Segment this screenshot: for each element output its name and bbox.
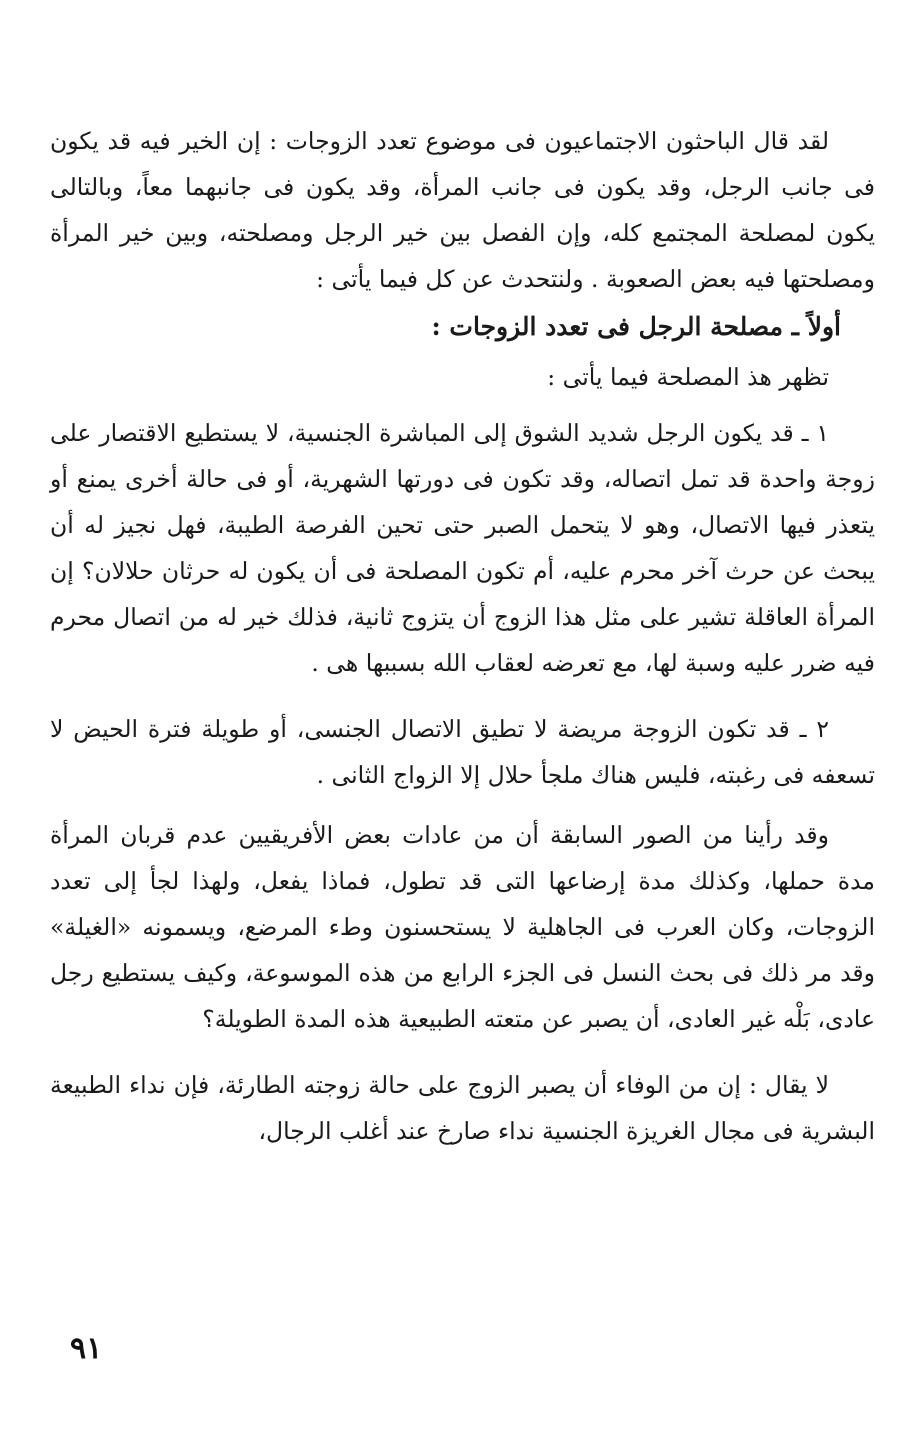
list-item-1: ١ ـ قد يكون الرجل شديد الشوق إلى المباشرة الجنسية، لا يستطيع الاقتصار على زوجة واحدة قد تمل اتصاله، وقد تكون فى دورتها الشهرية، أو فى حالة أخرى يمنع أو يتعذر فيها الاتصال، وهو لا يتحمل الصبر حتى تحين الفرصة الطيبة، فهل نجيز له أن يبحث عن حرث آخر محرم عليه، أم تكون المصلحة فى أن يكون له حرثان حلالان؟ إن المرأة العاقلة تشير على مثل هذا الزوج أن يتزوج ثانية، فذلك خير له من اتصال محرم فيه ضرر عليه وسبة لها، مع تعرضه لعقاب الله بسببها هى . (50, 419, 875, 677)
section-intro: تظهر هذ المصلحة فيما يأتى : (547, 363, 829, 391)
page-number: ٩١ (70, 1331, 103, 1366)
paragraph-africans: وقد رأينا من الصور السابقة أن من عادات بعض الأفريقيين عدم قربان المرأة مدة حملها، وكذلك مدة إرضاعها التى قد تطول، فماذا يفعل، ولهذا لجأ إلى تعدد الزوجات، وكان العرب فى الجاهلية لا يستحسنون وطء المرضع، ويسمونه «الغيلة» وقد مر ذلك فى بحث النسل فى الجزء الرابع من هذه الموسوعة، وكيف يستطيع رجل عادى، بَلْه غير العادى، أن يصبر عن متعته الطبيعية هذه المدة الطويلة؟ (50, 821, 875, 1033)
section-heading: أولاً ـ مصلحة الرجل فى تعدد الزوجات : (431, 312, 841, 341)
list-item-2: ٢ ـ قد تكون الزوجة مريضة لا تطيق الاتصال الجنسى، أو طويلة فترة الحيض لا تسعفه فى رغبته، فليس هناك ملجأ حلال إلا الزواج الثانى . (50, 715, 875, 789)
page-body (50, 118, 875, 1154)
paragraph-loyalty: لا يقال : إن من الوفاء أن يصبر الزوج على حالة زوجته الطارئة، فإن نداء الطبيعة البشرية فى مجال الغريزة الجنسية نداء صارخ عند أغلب الرجال، (50, 1071, 875, 1145)
paragraph-intro: لقد قال الباحثون الاجتماعيون فى موضوع تعدد الزوجات : إن الخير فيه قد يكون فى جانب الرجل، وقد يكون فى جانب المرأة، وقد يكون فى جانبهما معاً، وبالتالى يكون لمصلحة المجتمع كله، وإن الفصل بين خير الرجل ومصلحته، وبين خير المرأة ومصلحتها فيه بعض الصعوبة . ولنتحدث عن كل فيما يأتى : (50, 127, 875, 293)
